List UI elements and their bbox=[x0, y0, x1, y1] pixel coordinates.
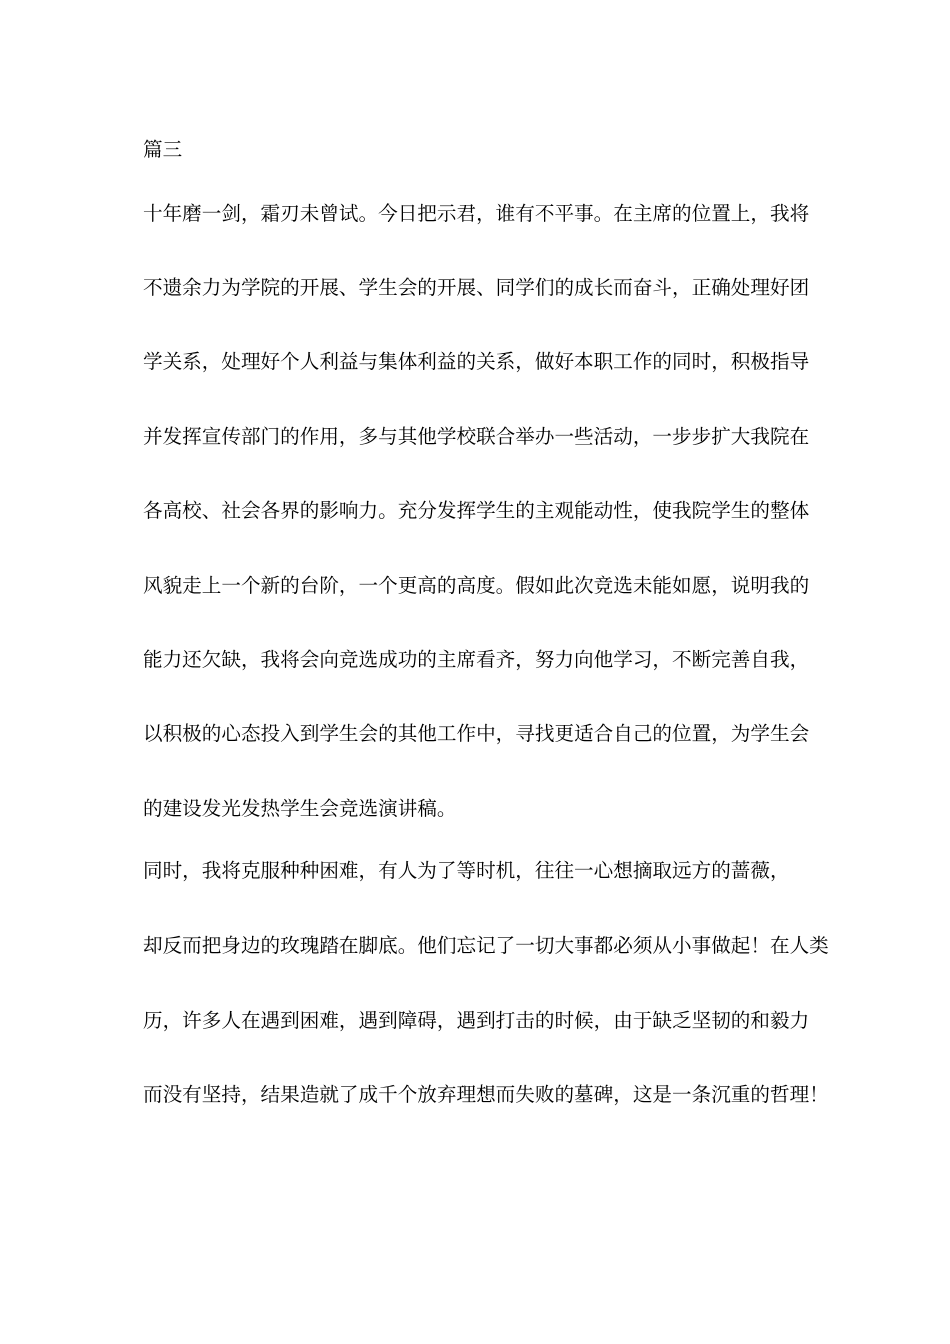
paragraph-line: 风貌走上一个新的台阶，一个更高的高度。假如此次竞选未能如愿，说明我的 bbox=[143, 574, 810, 597]
section-heading: 篇三 bbox=[143, 138, 183, 161]
paragraph-line: 同时，我将克服种种困难，有人为了等时机，往往一心想摘取远方的蔷薇， bbox=[143, 859, 790, 882]
paragraph-line: 不遗余力为学院的开展、学生会的开展、同学们的成长而奋斗，正确处理好团 bbox=[143, 276, 810, 299]
paragraph-line: 学关系，处理好个人利益与集体利益的关系，做好本职工作的同时，积极指导 bbox=[143, 350, 810, 373]
paragraph-line: 各高校、社会各界的影响力。充分发挥学生的主观能动性，使我院学生的整体 bbox=[143, 499, 810, 522]
paragraph-line: 并发挥宣传部门的作用，多与其他学校联合举办一些活动，一步步扩大我院在 bbox=[143, 425, 810, 448]
paragraph-line: 能力还欠缺，我将会向竞选成功的主席看齐，努力向他学习，不断完善自我， bbox=[143, 648, 810, 671]
paragraph-line: 历，许多人在遇到困难，遇到障碍，遇到打击的时候，由于缺乏坚韧的和毅力 bbox=[143, 1009, 810, 1032]
paragraph-line: 以积极的心态投入到学生会的其他工作中，寻找更适合自己的位置，为学生会 bbox=[143, 722, 810, 745]
paragraph-line: 的建设发光发热学生会竞选演讲稿。 bbox=[143, 797, 457, 820]
paragraph-line: 而没有坚持，结果造就了成千个放弃理想而失败的墓碑，这是一条沉重的哲理！ bbox=[143, 1083, 829, 1106]
paragraph-line: 却反而把身边的玫瑰踏在脚底。他们忘记了一切大事都必须从小事做起！在人类 bbox=[143, 934, 829, 957]
paragraph-line: 十年磨一剑，霜刃未曾试。今日把示君，谁有不平事。在主席的位置上，我将 bbox=[143, 202, 810, 225]
